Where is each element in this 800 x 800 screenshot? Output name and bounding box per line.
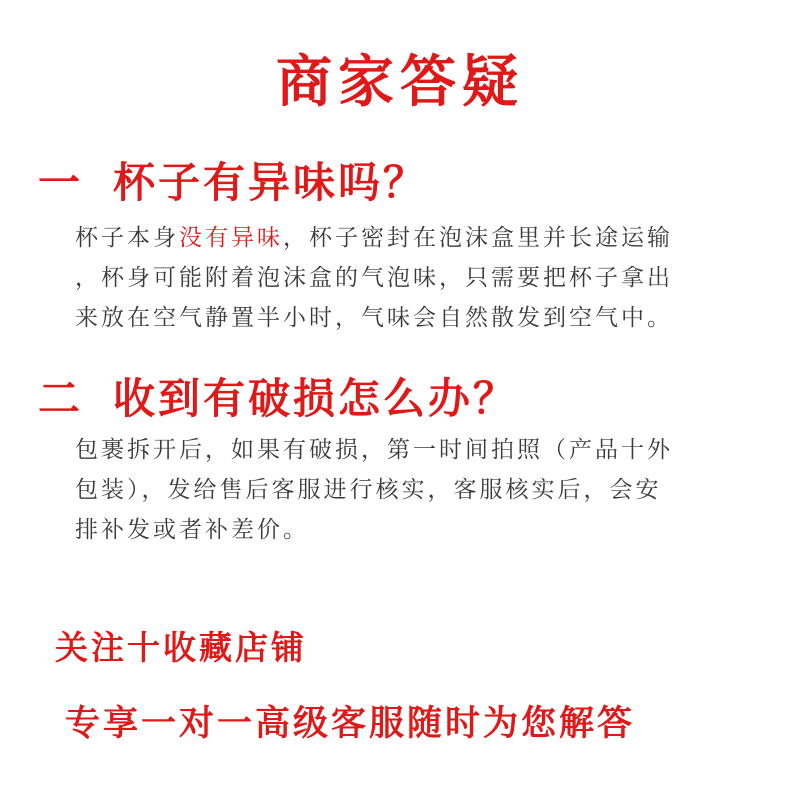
answer-highlight: 没有异味 bbox=[179, 225, 283, 251]
answer-line bbox=[75, 470, 775, 510]
faq-answer-1 bbox=[75, 218, 775, 338]
answer-text: ，杯子密封在泡沫盒里并长途运输 bbox=[283, 225, 673, 251]
answer-line bbox=[75, 510, 775, 550]
answer-text: 来放在空气静置半小时，气味会自然散发到空气中。 bbox=[75, 305, 673, 331]
customer-service-promo: 专享一对一高级客服随时为您解答 bbox=[65, 703, 636, 744]
faq-question-text: 收到有破损怎么办？ bbox=[113, 374, 519, 423]
faq-question-number: 二 bbox=[38, 374, 84, 423]
faq-question-number: 一 bbox=[38, 158, 84, 207]
faq-answer-2 bbox=[75, 430, 775, 550]
faq-question-1 bbox=[38, 150, 428, 210]
faq-question-text: 杯子有异味吗？ bbox=[113, 158, 429, 207]
faq-question-2 bbox=[38, 366, 518, 426]
answer-text: ，杯身可能附着泡沫盒的气泡味，只需要把杯子拿出 bbox=[75, 265, 673, 291]
answer-line bbox=[75, 218, 775, 258]
answer-text: 包裹拆开后，如果有破损，第一时间拍照（产品十外 bbox=[75, 437, 673, 463]
answer-text: 排补发或者补差价。 bbox=[75, 517, 309, 543]
page-title: 商家答疑 bbox=[276, 49, 524, 115]
answer-line bbox=[75, 258, 775, 298]
answer-line bbox=[75, 430, 775, 470]
follow-store-promo: 关注十收藏店铺 bbox=[55, 628, 307, 667]
answer-text: 杯子本身 bbox=[75, 225, 179, 251]
answer-text: 包装），发给售后客服进行核实，客服核实后，会安 bbox=[75, 477, 662, 503]
answer-line bbox=[75, 298, 775, 338]
